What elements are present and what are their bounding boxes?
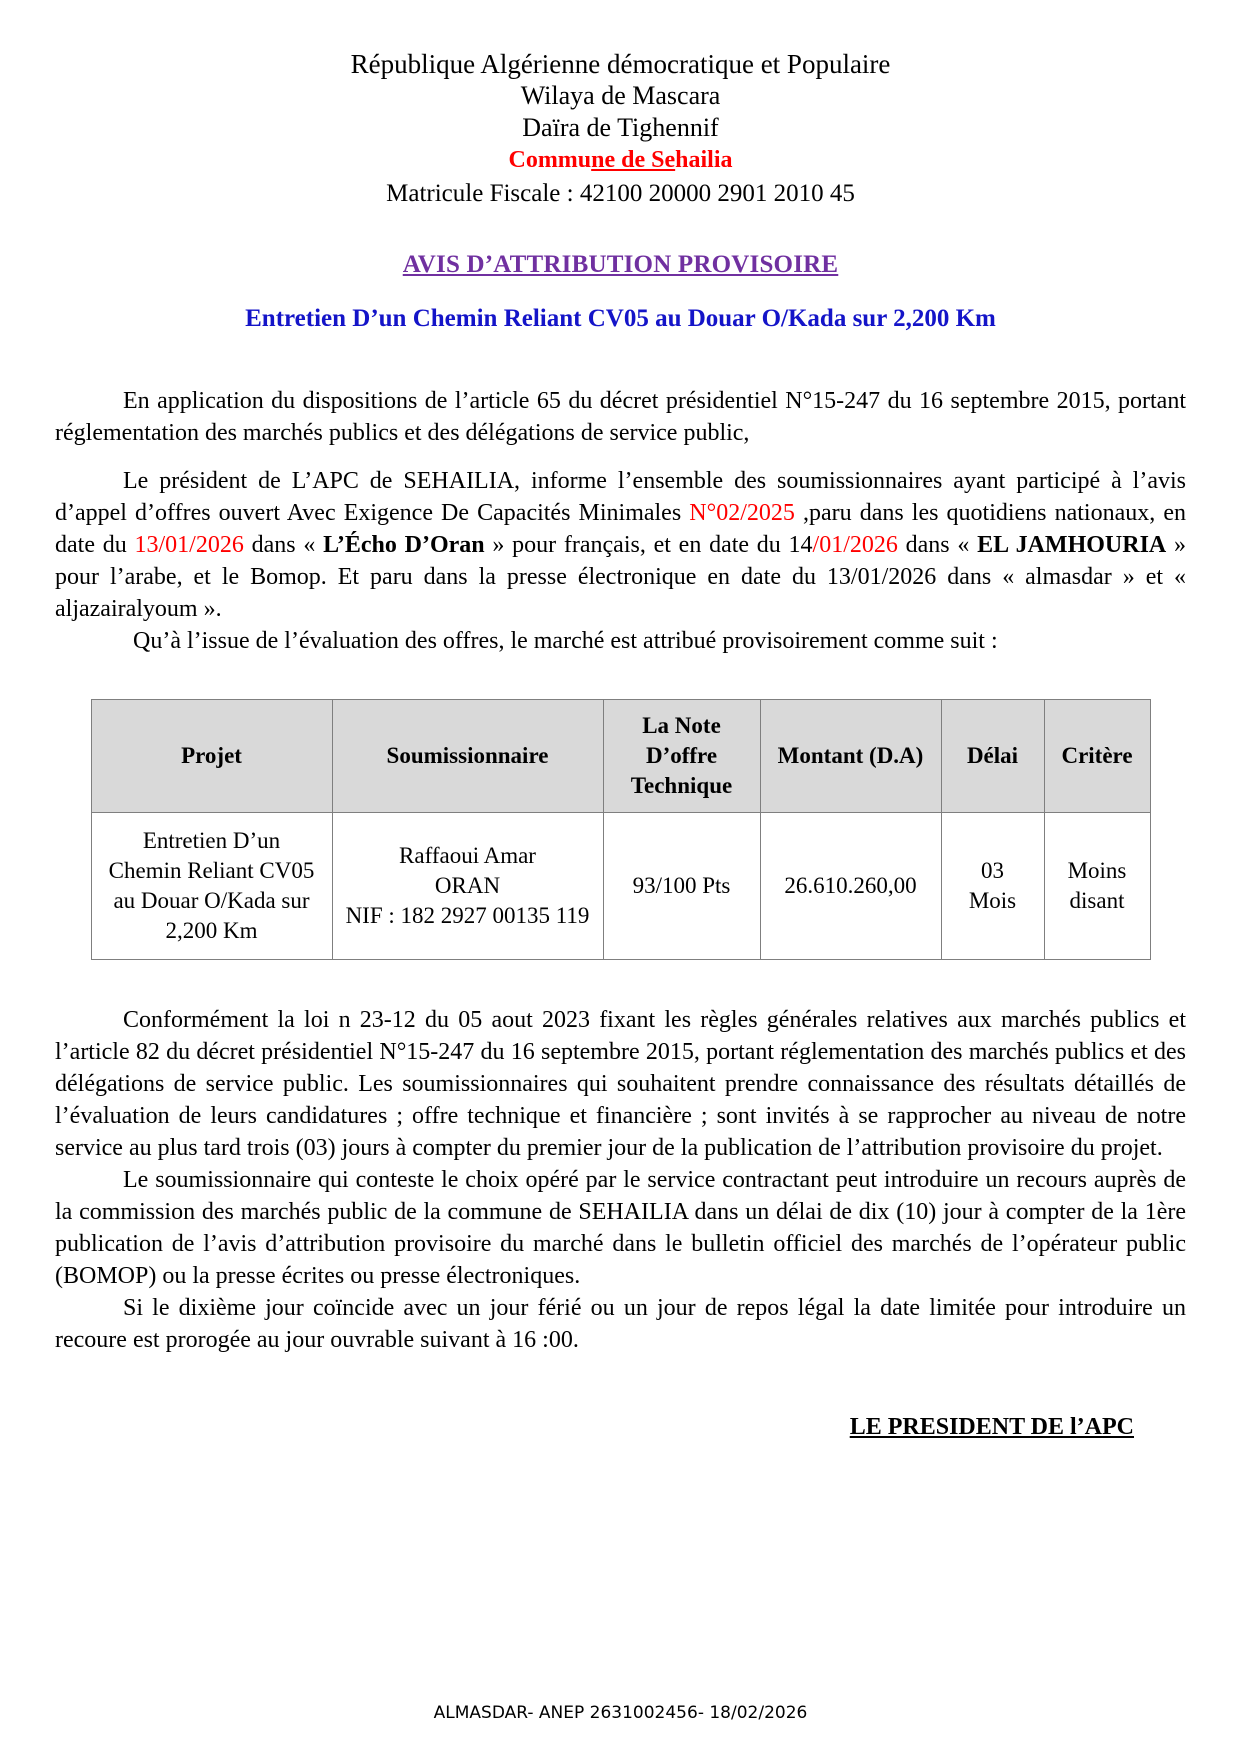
journal-name-2: EL JAMHOURIA (977, 532, 1167, 558)
intro-p2-text-b: ,paru dans les quotidiens nationaux, en date du (55, 500, 1186, 558)
cell-critere (1044, 813, 1150, 960)
col-header-montant: Montant (D.A) (760, 700, 941, 813)
intro-p2-text-c: dans « (243, 532, 324, 558)
tender-number: N°02/2025 (689, 500, 795, 526)
closing-paragraph-1 (55, 1004, 1186, 1164)
intro-p2-text-e: dans « (897, 532, 978, 558)
table-head (91, 700, 1150, 813)
header-commune-line: Commune de Sehailia (508, 147, 733, 173)
table-row (91, 813, 1150, 960)
header-commune-wrap (55, 144, 1186, 177)
cell-projet (91, 813, 332, 960)
col-header-note-technique (603, 700, 760, 813)
page-footer (0, 1703, 1241, 1723)
header-daira-line: Daïra de Tighennif (522, 113, 719, 142)
document-header (55, 0, 1186, 211)
col-header-projet: Projet (91, 700, 332, 813)
intro-paragraph-3 (55, 625, 1186, 657)
cell-projet-l4: 2,200 Km (165, 918, 258, 943)
intro-paragraph-2 (55, 465, 1186, 625)
cell-projet-l1: Entretien D’un (142, 828, 281, 853)
attribution-table-wrap (55, 699, 1186, 960)
header-matricule-line: Matricule Fiscale : 42100 20000 2901 2010 45 (386, 180, 855, 207)
header-wilaya-line: Wilaya de Mascara (520, 81, 721, 110)
cell-critere-l2: disant (1069, 888, 1125, 913)
closing-p1-text: Conformément la loi n 23-12 du 05 aout 2023 fixant les règles générales relatives aux marchés publics et l’article 82 du décret présidentiel N°15-247 du 16 septembre 2015, portant réglementation des marchés publics et des délégations de service public. Les soumissionnaires qui souhaitent prendre connaissance des résultats détaillés de l’évaluation de leurs candidatures ; offre technique et financière ; sont invités à se rapprocher au niveau de notre service au plus tard trois (03) jours à compter du premier jour de la publication de l’attribution provisoire du projet. (55, 1007, 1186, 1161)
col-header-note-l1: La Note (642, 713, 721, 738)
intro-p2-text-f: » pour l’arabe, et le Bomop. Et paru dans la presse électronique en date du 13/01/2026 dans « almasdar » et « aljazairalyoum ». (55, 532, 1187, 622)
cell-soumissionnaire (332, 813, 603, 960)
publication-date-2: /01/2026 (812, 532, 898, 558)
cell-delai (941, 813, 1044, 960)
cell-soumissionnaire-name: Raffaoui Amar (399, 843, 536, 868)
journal-name-1: L’Écho D’Oran (323, 532, 485, 558)
intro-section (55, 385, 1186, 657)
col-header-soumissionnaire: Soumissionnaire (332, 700, 603, 813)
closing-p3-text: Si le dixième jour coïncide avec un jour férié ou un jour de repos légal la date limitée pour introduire un recoure est prorogée au jour ouvrable suivant à 16 :00. (55, 1295, 1186, 1353)
cell-projet-l3: au Douar O/Kada sur (113, 888, 310, 913)
cell-note-technique: 93/100 Pts (603, 813, 760, 960)
cell-delai-l2: Mois (968, 888, 1017, 913)
cell-montant: 26.610.260,00 (760, 813, 941, 960)
signature-block (55, 1414, 1186, 1441)
closing-paragraph-3 (55, 1292, 1186, 1356)
page-subtitle-project: Entretien D’un Chemin Reliant CV05 au Douar O/Kada sur 2,200 Km (245, 305, 996, 332)
table-body (91, 813, 1150, 960)
col-header-note-l2: D’offre (645, 743, 718, 768)
footer-anep-reference: ALMASDAR- ANEP 2631002456- 18/02/2026 (433, 1703, 808, 1723)
header-republic-line: République Algérienne démocratique et Populaire (350, 49, 891, 79)
table-header-row (91, 700, 1150, 813)
closing-paragraph-2 (55, 1164, 1186, 1292)
closing-p2-text: Le soumissionnaire qui conteste le choix opéré par le service contractant peut introduire un recours auprès de la commission des marchés public de la commune de SEHAILIA dans un délai de dix (10) jour à compter de la 1ère publication de l’avis d’attribution provisoire du marché dans le bulletin officiel des marchés de l’opérateur public (BOMOP) ou la presse écrites ou presse électroniques. (55, 1167, 1186, 1289)
publication-date-1: 13/01/2026 (134, 532, 244, 558)
signature-label: LE PRESIDENT DE l’APC (849, 1414, 1134, 1440)
intro-p2-text-d: » pour français, et en date du 14 (484, 532, 813, 558)
intro-p2-text-a: Le président de L’APC de SEHAILIA, informe l’ensemble des soumissionnaires ayant participé à l’avis d’appel d’offres ouvert Avec Exigence De Capacités Minimales (55, 468, 1186, 526)
closing-section (55, 1004, 1186, 1356)
intro-p1-text: En application du dispositions de l’article 65 du décret présidentiel N°15-247 du 16 septembre 2015, portant réglementation des marchés publics et des délégations de service public, (55, 388, 1186, 446)
attribution-table (91, 699, 1151, 960)
col-header-critere: Critère (1044, 700, 1150, 813)
cell-delai-l1: 03 (981, 858, 1004, 883)
cell-projet-l2: Chemin Reliant CV05 (108, 858, 315, 883)
col-header-note-l3: Technique (630, 773, 733, 798)
cell-critere-l1: Moins (1067, 858, 1127, 883)
intro-paragraph-1 (55, 385, 1186, 449)
cell-soumissionnaire-city: ORAN (434, 873, 501, 898)
intro-p3-text: Qu’à l’issue de l’évaluation des offres, le marché est attribué provisoirement comme suit : (133, 628, 998, 654)
page-title-avis: AVIS D’ATTRIBUTION PROVISOIRE (402, 251, 839, 278)
cell-soumissionnaire-nif: NIF : 182 2927 00135 119 (345, 903, 590, 928)
col-header-delai: Délai (941, 700, 1044, 813)
